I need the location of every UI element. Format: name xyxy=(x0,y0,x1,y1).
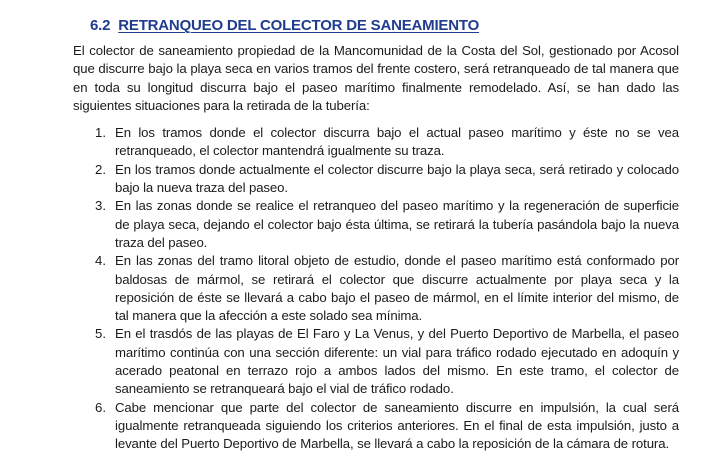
list-item-number: 2. xyxy=(95,161,106,177)
list-item-text: En las zonas donde se realice el retranqueo del paseo marítimo y la regeneración de superficie de playa seca, dejando el colector bajo ésta última, se retirará la tubería pasándola bajo la nueva traza del paseo. xyxy=(115,198,679,250)
list-item xyxy=(73,124,679,161)
list-item-text: En el trasdós de las playas de El Faro y La Venus, y del Puerto Deportivo de Marbella, el paseo marítimo continúa con una sección diferente: un vial para tráfico rodado ejecutado en adoquín y acerado peatonal en terrazo rojo a ambos lados del mismo. En este tramo, el colector de saneamiento se retranqueará bajo el vial de tráfico rodado. xyxy=(115,326,679,397)
section-number: 6.2 xyxy=(90,17,111,34)
situations-list xyxy=(73,124,679,453)
list-item xyxy=(73,252,679,325)
list-item-number: 3. xyxy=(95,198,106,214)
list-item-text: En los tramos donde actualmente el colector discurre bajo la playa seca, será retirado y colocado bajo la nueva traza del paseo. xyxy=(115,161,679,196)
list-item xyxy=(73,399,679,454)
list-item xyxy=(73,325,679,398)
section-title: RETRANQUEO DEL COLECTOR DE SANEAMIENTO xyxy=(118,17,480,34)
list-item-number: 5. xyxy=(95,326,106,342)
document-page xyxy=(73,16,679,454)
list-item-number: 4. xyxy=(95,253,106,269)
list-item xyxy=(73,161,679,198)
list-item-text: Cabe mencionar que parte del colector de saneamiento discurre en impulsión, la cual será igualmente retranqueada siguiendo los criterios anteriores. En el final de esta impulsión, justo a levante del Puerto Deportivo de Marbella, se llevará a cabo la reposición de la cámara de rotura. xyxy=(115,399,679,452)
section-heading xyxy=(73,16,679,36)
list-item-number: 6. xyxy=(95,399,106,415)
list-item-text: En las zonas del tramo litoral objeto de estudio, donde el paseo marítimo está conformado por baldosas de mármol, se retirará el colector que discurre actualmente por playa seca y la reposición de éste se llevará a cabo bajo el paseo de mármol, en el límite interior del mismo, de tal manera que la afección a este solado sea mínima. xyxy=(115,253,679,324)
list-item xyxy=(73,197,679,252)
list-item-number: 1. xyxy=(95,125,106,141)
list-item-text: En los tramos donde el colector discurra bajo el actual paseo marítimo y éste no se vea retranqueado, el colector mantendrá igualmente su traza. xyxy=(115,125,679,159)
intro-paragraph: El colector de saneamiento propiedad de la Mancomunidad de la Costa del Sol, gestionado por Acosol que discurre bajo la playa seca en varios tramos del frente costero, será retranqueado de tal manera que en toda su longitud discurra bajo el paseo marítimo finalmente remodelado. Así, se han dado las siguientes situaciones para la retirada de la tubería: xyxy=(73,43,679,113)
